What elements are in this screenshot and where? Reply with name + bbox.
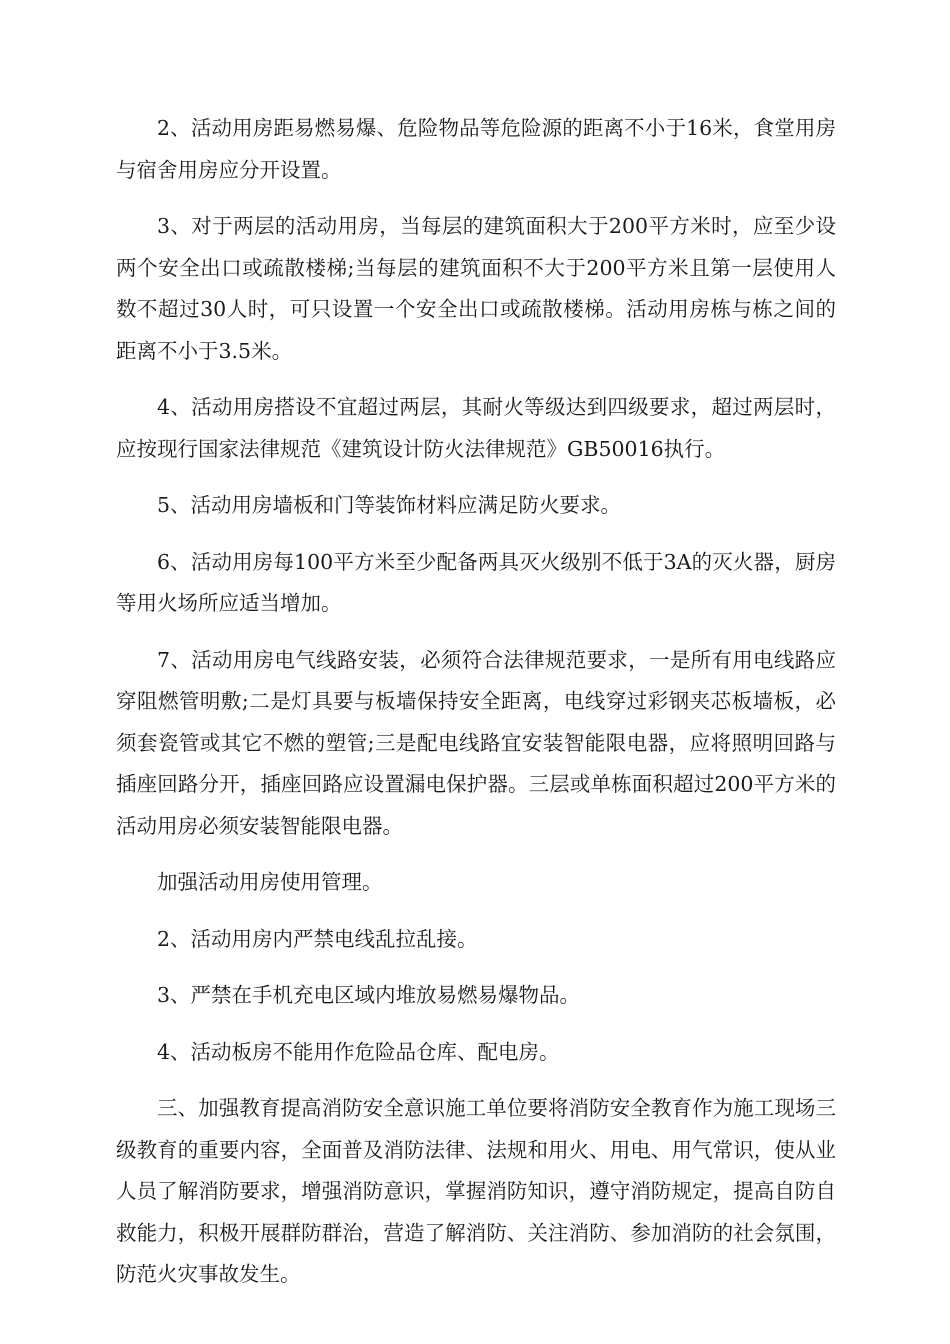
paragraph-11: 三、加强教育提高消防安全意识施工单位要将消防安全教育作为施工现场三级教育的重要内容，全面普及消防法律、法规和用火、用电、用气常识，使从业人员了解消防要求，增强消防意识，掌握消防知识，遵守消防规定，提高自防自救能力，积极开展群防群治，营造了解消防、关注消防、参加消防的社会氛围，防范火灾事故发生。: [116, 1096, 836, 1286]
paragraph-7: 加强活动用房使用管理。: [157, 870, 383, 894]
paragraph-6: 7、活动用房电气线路安装，必须符合法律规范要求，一是所有用电线路应穿阻燃管明敷;二是灯具要与板墙保持安全距离，电线穿过彩钢夹芯板墙板，必须套瓷管或其它不燃的塑管;三是配电线路宜安装智能限电器，应将照明回路与插座回路分开，插座回路应设置漏电保护器。三层或单栋面积超过200平方米的活动用房必须安装智能限电器。: [116, 647, 836, 838]
paragraph-8: 2、活动用房内严禁电线乱拉乱接。: [157, 926, 478, 951]
paragraph-2: 3、对于两层的活动用房，当每层的建筑面积大于200平方米时，应至少设两个安全出口或疏散楼梯;当每层的建筑面积不大于200平方米且第一层使用人数不超过30人时，可只设置一个安全出口或疏散楼梯。活动用房栋与栋之间的距离不小于3.5米。: [116, 214, 836, 363]
document-body: [116, 108, 836, 1311]
paragraph-9: 3、严禁在手机充电区域内堆放易燃易爆物品。: [157, 983, 581, 1007]
paragraph-3: 4、活动用房搭设不宜超过两层，其耐火等级达到四级要求，超过两层时，应按现行国家法律规范《建筑设计防火法律规范》GB50016执行。: [116, 395, 836, 461]
paragraph-5: 6、活动用房每100平方米至少配备两具灭火级别不低于3A的灭火器，厨房等用火场所应适当增加。: [116, 549, 836, 615]
paragraph-4: 5、活动用房墙板和门等装饰材料应满足防火要求。: [157, 493, 622, 517]
paragraph-10: 4、活动板房不能用作危险品仓库、配电房。: [157, 1039, 560, 1064]
paragraph-1: 2、活动用房距易燃易爆、危险物品等危险源的距离不小于16米，食堂用房与宿舍用房应分开设置。: [116, 116, 836, 182]
